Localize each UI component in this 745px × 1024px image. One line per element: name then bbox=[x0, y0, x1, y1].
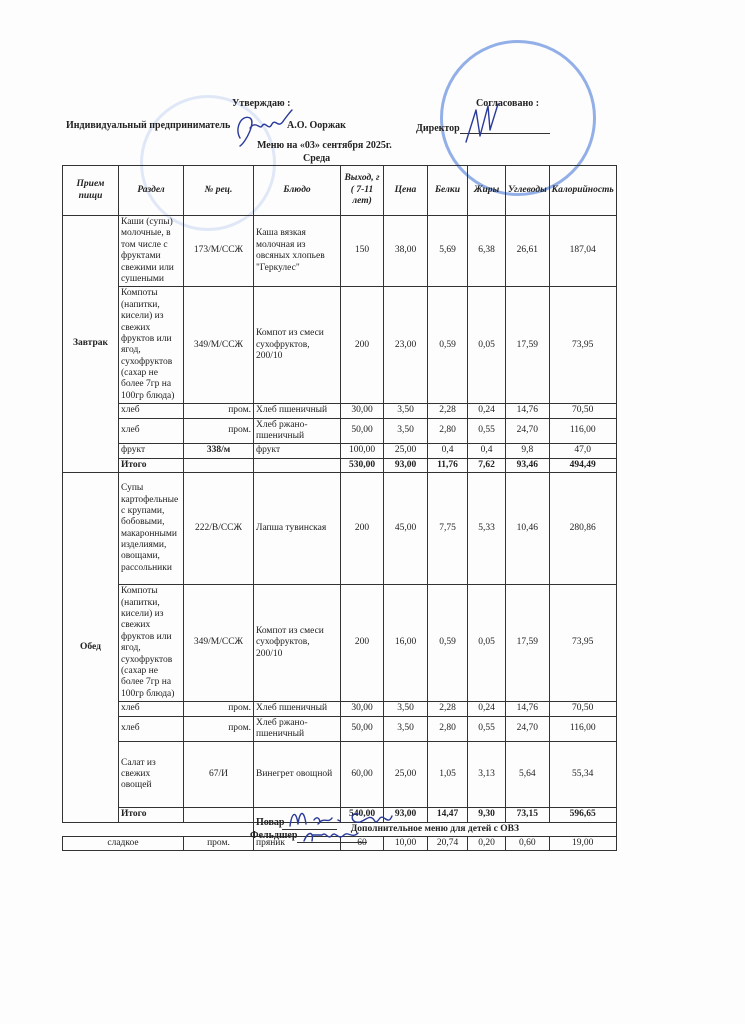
cell-dish: Хлеб ржано-пшеничный bbox=[254, 418, 341, 444]
cell-fat: 3,13 bbox=[468, 742, 506, 808]
total-carbs: 73,15 bbox=[506, 808, 550, 822]
cell-kcal: 70,50 bbox=[549, 702, 616, 716]
cell-dish: Хлеб ржано-пшеничный bbox=[254, 716, 341, 742]
cell-section: Компоты (напитки, кисели) из свежих фруктов или ягод, сухофруктов (сахар не более 7гр на 100гр блюда) bbox=[119, 287, 184, 404]
table-row bbox=[63, 444, 617, 458]
cell-carbs: 5,64 bbox=[506, 742, 550, 808]
header-row bbox=[63, 166, 617, 216]
cell-carbs: 0,60 bbox=[506, 837, 550, 851]
cell-carbs: 24,70 bbox=[506, 418, 550, 444]
cell-carbs: 24,70 bbox=[506, 716, 550, 742]
cell-carbs: 17,59 bbox=[506, 287, 550, 404]
cell-dish: Компот из смеси сухофруктов, 200/10 bbox=[254, 585, 341, 702]
total-fat: 7,62 bbox=[468, 458, 506, 472]
breakfast-section bbox=[63, 216, 617, 473]
col-meal: Прием пищи bbox=[63, 166, 119, 216]
cell-fat: 0,24 bbox=[468, 404, 506, 418]
total-protein: 14,47 bbox=[428, 808, 468, 822]
cell-section: Компоты (напитки, кисели) из свежих фруктов или ягод, сухофруктов (сахар не более 7гр на 100гр блюда) bbox=[119, 585, 184, 702]
col-price: Цена bbox=[384, 166, 428, 216]
col-kcal: Калорийность bbox=[549, 166, 616, 216]
cell-protein: 2,28 bbox=[428, 702, 468, 716]
cell-dish: Каша вязкая молочная из овсяных хлопьев "Геркулес" bbox=[254, 216, 341, 287]
total-yield: 530,00 bbox=[341, 458, 384, 472]
cell-yield: 60,00 bbox=[341, 742, 384, 808]
cell-fat: 0,4 bbox=[468, 444, 506, 458]
cell-section: сладкое bbox=[63, 837, 184, 851]
cell-dish: Лапша тувинская bbox=[254, 473, 341, 585]
cell-recipe: 222/В/ССЖ bbox=[184, 473, 254, 585]
meal-name: Обед bbox=[63, 473, 119, 822]
cell-dish: Хлеб пшеничный bbox=[254, 404, 341, 418]
cell-protein: 2,28 bbox=[428, 404, 468, 418]
cell-price: 25,00 bbox=[384, 444, 428, 458]
cook-label: Повар bbox=[256, 817, 285, 828]
approve-label: Утверждаю : bbox=[232, 98, 291, 109]
cell-protein: 1,05 bbox=[428, 742, 468, 808]
cell-section: Каши (супы) молочные, в том числе с фруктами свежими или сушеными bbox=[119, 216, 184, 287]
cell-price: 16,00 bbox=[384, 585, 428, 702]
col-carbs: Углеводы bbox=[506, 166, 550, 216]
cell-recipe: пром. bbox=[184, 716, 254, 742]
cell-recipe: пром. bbox=[184, 404, 254, 418]
table-row bbox=[63, 404, 617, 418]
cell-fat: 0,55 bbox=[468, 716, 506, 742]
cell-recipe: пром. bbox=[184, 418, 254, 444]
cell-carbs: 10,46 bbox=[506, 473, 550, 585]
cell-kcal: 47,0 bbox=[549, 444, 616, 458]
cell-price: 25,00 bbox=[384, 742, 428, 808]
cell-section: хлеб bbox=[119, 702, 184, 716]
col-section: Раздел bbox=[119, 166, 184, 216]
medic-signature bbox=[302, 829, 362, 843]
table-row bbox=[63, 418, 617, 444]
cell-kcal: 73,95 bbox=[549, 287, 616, 404]
total-carbs: 93,46 bbox=[506, 458, 550, 472]
weekday: Среда bbox=[303, 153, 331, 164]
cell-fat: 0,05 bbox=[468, 287, 506, 404]
cell-yield: 200 bbox=[341, 287, 384, 404]
meal-name: Завтрак bbox=[63, 216, 119, 473]
cell-dish: Компот из смеси сухофруктов, 200/10 bbox=[254, 287, 341, 404]
total-kcal: 494,49 bbox=[549, 458, 616, 472]
cell-fat: 0,55 bbox=[468, 418, 506, 444]
cell-recipe: 338/м bbox=[184, 444, 254, 458]
col-yield: Выход, г ( 7-11 лет) bbox=[341, 166, 384, 216]
lunch-section bbox=[63, 473, 617, 822]
total-label: Итого bbox=[119, 808, 184, 822]
total-row bbox=[63, 458, 617, 472]
table-row bbox=[63, 702, 617, 716]
table-row bbox=[63, 585, 617, 702]
total-price: 93,00 bbox=[384, 458, 428, 472]
cell-dish: фрукт bbox=[254, 444, 341, 458]
cell-protein: 2,80 bbox=[428, 716, 468, 742]
director-signature bbox=[462, 100, 502, 145]
col-recipe: № рец. bbox=[184, 166, 254, 216]
cell-yield: 60 bbox=[341, 837, 384, 851]
cell-carbs: 17,59 bbox=[506, 585, 550, 702]
cell-section: Супы картофельные с крупами, бобовыми, макаронными изделиями, овощами, рассольники bbox=[119, 473, 184, 585]
cell-recipe: 173/М/ССЖ bbox=[184, 216, 254, 287]
col-fat: Жиры bbox=[468, 166, 506, 216]
cell-fat: 0,20 bbox=[468, 837, 506, 851]
table-row bbox=[63, 716, 617, 742]
cell-carbs: 26,61 bbox=[506, 216, 550, 287]
medic-label: Фельдшер bbox=[250, 830, 298, 841]
cell-section: Салат из свежих овощей bbox=[119, 742, 184, 808]
table-row bbox=[63, 742, 617, 808]
table-row bbox=[63, 473, 617, 585]
cell-recipe: пром. bbox=[184, 837, 254, 851]
cell-section: фрукт bbox=[119, 444, 184, 458]
cell-recipe: пром. bbox=[184, 702, 254, 716]
cell-price: 38,00 bbox=[384, 216, 428, 287]
cell-kcal: 19,00 bbox=[549, 837, 616, 851]
cell-recipe: 67/И bbox=[184, 742, 254, 808]
approver-role: Индивидуальный предприниматель bbox=[66, 120, 231, 131]
menu-table bbox=[62, 165, 617, 851]
total-label: Итого bbox=[119, 458, 184, 472]
col-protein: Белки bbox=[428, 166, 468, 216]
cell-protein: 7,75 bbox=[428, 473, 468, 585]
cell-dish: Винегрет овощной bbox=[254, 742, 341, 808]
cell-protein: 2,80 bbox=[428, 418, 468, 444]
cell-protein: 20,74 bbox=[428, 837, 468, 851]
table-row bbox=[63, 287, 617, 404]
cell-dish: Хлеб пшеничный bbox=[254, 702, 341, 716]
cell-yield: 200 bbox=[341, 585, 384, 702]
cell-kcal: 280,86 bbox=[549, 473, 616, 585]
total-price: 93,00 bbox=[384, 808, 428, 822]
cell-kcal: 70,50 bbox=[549, 404, 616, 418]
total-yield: 540,00 bbox=[341, 808, 384, 822]
agreed-label: Согласовано : bbox=[476, 98, 540, 109]
cell-section: хлеб bbox=[119, 418, 184, 444]
cell-fat: 0,24 bbox=[468, 702, 506, 716]
cell-section: хлеб bbox=[119, 716, 184, 742]
cell-recipe: 349/М/ССЖ bbox=[184, 585, 254, 702]
cell-yield: 50,00 bbox=[341, 716, 384, 742]
total-protein: 11,76 bbox=[428, 458, 468, 472]
cell-dish: пряник bbox=[254, 837, 341, 851]
cell-yield: 100,00 bbox=[341, 444, 384, 458]
cell-yield: 50,00 bbox=[341, 418, 384, 444]
cell-yield: 200 bbox=[341, 473, 384, 585]
cell-yield: 30,00 bbox=[341, 702, 384, 716]
cell-protein: 5,69 bbox=[428, 216, 468, 287]
cell-recipe: 349/М/ССЖ bbox=[184, 287, 254, 404]
cell-protein: 0,59 bbox=[428, 287, 468, 404]
cell-kcal: 55,34 bbox=[549, 742, 616, 808]
cell-price: 10,00 bbox=[384, 837, 428, 851]
cell-carbs: 14,76 bbox=[506, 702, 550, 716]
cell-kcal: 73,95 bbox=[549, 585, 616, 702]
cell-kcal: 116,00 bbox=[549, 418, 616, 444]
table-row bbox=[63, 216, 617, 287]
col-dish: Блюдо bbox=[254, 166, 341, 216]
cell-protein: 0,59 bbox=[428, 585, 468, 702]
cell-protein: 0,4 bbox=[428, 444, 468, 458]
cell-section: хлеб bbox=[119, 404, 184, 418]
extra-menu-title: Дополнительное меню для детей с ОВЗ bbox=[254, 822, 617, 836]
cell-fat: 6,38 bbox=[468, 216, 506, 287]
cell-price: 3,50 bbox=[384, 702, 428, 716]
cell-price: 3,50 bbox=[384, 418, 428, 444]
cell-carbs: 14,76 bbox=[506, 404, 550, 418]
cell-kcal: 187,04 bbox=[549, 216, 616, 287]
cell-price: 45,00 bbox=[384, 473, 428, 585]
cell-price: 3,50 bbox=[384, 716, 428, 742]
cell-fat: 5,33 bbox=[468, 473, 506, 585]
cell-carbs: 9,8 bbox=[506, 444, 550, 458]
page-title: Меню на «03» сентября 2025г. bbox=[257, 140, 392, 151]
cell-price: 3,50 bbox=[384, 404, 428, 418]
cell-price: 23,00 bbox=[384, 287, 428, 404]
total-kcal: 596,65 bbox=[549, 808, 616, 822]
cell-fat: 0,05 bbox=[468, 585, 506, 702]
cell-kcal: 116,00 bbox=[549, 716, 616, 742]
cell-yield: 30,00 bbox=[341, 404, 384, 418]
approver-name: А.О. Ооржак bbox=[287, 120, 346, 131]
total-fat: 9,30 bbox=[468, 808, 506, 822]
cell-yield: 150 bbox=[341, 216, 384, 287]
director-label: Директор bbox=[416, 123, 460, 134]
cook-signature bbox=[288, 806, 408, 828]
